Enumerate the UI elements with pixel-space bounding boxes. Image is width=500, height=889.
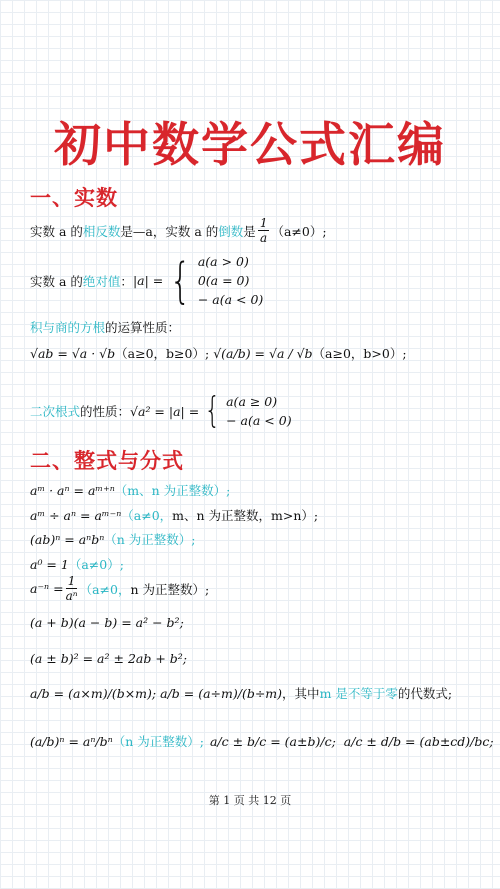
text: 实数 a 的 [30, 273, 83, 289]
formula: a⁻ⁿ = [30, 581, 64, 596]
formula-exp-product [30, 481, 230, 499]
formula: a⁰ = 1 [30, 556, 69, 572]
case: 0(a = 0) [197, 273, 250, 288]
formula: a/c ± b/c = (a±b)/c; [209, 733, 336, 749]
formula-negative-exponent [30, 574, 209, 603]
keyword: m 是不等于零 [319, 686, 398, 701]
formula-power-of-product [30, 530, 196, 548]
formula-quadratic-root [30, 392, 292, 430]
formula: (a/b)ⁿ = aⁿ/bⁿ [30, 733, 113, 749]
piecewise-cases [226, 392, 291, 430]
formula: (ab)ⁿ = aⁿbⁿ [30, 531, 105, 547]
left-brace: { [169, 252, 192, 309]
formula: a/b = (a÷m)/(b÷m) [160, 685, 283, 701]
keyword-reciprocal: 倒数 [218, 223, 244, 239]
case: − a(a < 0) [197, 292, 264, 307]
page-footer: 第 1 页 共 12 页 [208, 794, 292, 807]
condition: （a≥0，b≥0）; [115, 346, 210, 361]
keyword-roots: 积与商的方根 [30, 320, 106, 335]
formula: (a + b)(a − b) = a² − b²; [30, 615, 184, 630]
condition: n 为正整数）; [130, 581, 210, 597]
formula-perfect-square [30, 651, 187, 666]
text: 的代数式; [397, 686, 453, 701]
section-heading-polynomials: 二、整式与分式 [30, 449, 184, 473]
condition: （a≠0）; [68, 557, 124, 572]
condition: （n 为正整数）; [112, 734, 204, 749]
piecewise-cases [198, 252, 263, 309]
text: ： [120, 273, 133, 289]
denominator: aⁿ [65, 589, 78, 603]
heading-root-properties [30, 318, 180, 336]
section-heading-real-numbers: 一、实数 [30, 186, 118, 210]
formula: aᵐ · aⁿ = aᵐ⁺ⁿ [30, 482, 115, 498]
text: ，其中 [282, 686, 320, 701]
condition: m、n 为正整数，m>n）; [172, 508, 319, 523]
condition: （a≠0， [121, 508, 173, 523]
formula-absolute-value [30, 252, 263, 309]
condition: （m、n 为正整数）; [114, 483, 231, 498]
fraction-1-over-a [258, 216, 270, 245]
root-lhs: √a² = |a| = [130, 403, 200, 419]
formula-root-product-quotient [30, 344, 407, 362]
text: 的运算性质： [105, 320, 181, 335]
formula: a/b = (a×m)/(b×m); [30, 685, 157, 701]
condition: （a≠0， [79, 581, 131, 597]
formula-opposite-reciprocal [30, 216, 327, 245]
text: 的性质： [80, 404, 131, 419]
condition: （a≥0，b>0）; [312, 346, 407, 361]
formula-difference-of-squares [30, 615, 184, 630]
text: 实数 a 的 [30, 223, 83, 239]
case: − a(a < 0) [226, 413, 292, 428]
case: a(a ≥ 0) [226, 394, 278, 409]
keyword-opposite: 相反数 [82, 223, 121, 239]
formula-product: √ab = √a · √b [30, 345, 116, 361]
numerator: 1 [259, 216, 268, 230]
keyword-quadratic-root: 二次根式 [30, 404, 81, 419]
numerator: 1 [67, 574, 76, 588]
text: 是 [243, 223, 256, 239]
condition: （a≠0）; [271, 223, 327, 239]
keyword-absolute-value: 绝对值 [82, 273, 121, 289]
formula-fraction-ops [30, 732, 494, 750]
fraction [66, 574, 78, 603]
denominator: a [260, 231, 268, 245]
formula: a/c ± d/b = (ab±cd)/bc; [343, 733, 494, 749]
formula: aᵐ ÷ aⁿ = aᵐ⁻ⁿ [30, 507, 122, 523]
condition: （n 为正整数）; [104, 532, 196, 547]
formula-exp-quotient [30, 506, 318, 524]
formula-quotient: √(a/b) = √a / √b [213, 345, 313, 361]
formula-zero-exponent [30, 555, 124, 573]
case: a(a > 0) [197, 254, 249, 269]
page-title: 初中数学公式汇编 [54, 118, 446, 173]
formula: (a ± b)² = a² ± 2ab + b²; [30, 651, 187, 666]
abs-lhs: |a| = [132, 273, 164, 288]
left-brace: { [204, 390, 221, 431]
formula-fraction-basic [30, 684, 452, 702]
text: 是—a，实数 a 的 [120, 223, 219, 239]
